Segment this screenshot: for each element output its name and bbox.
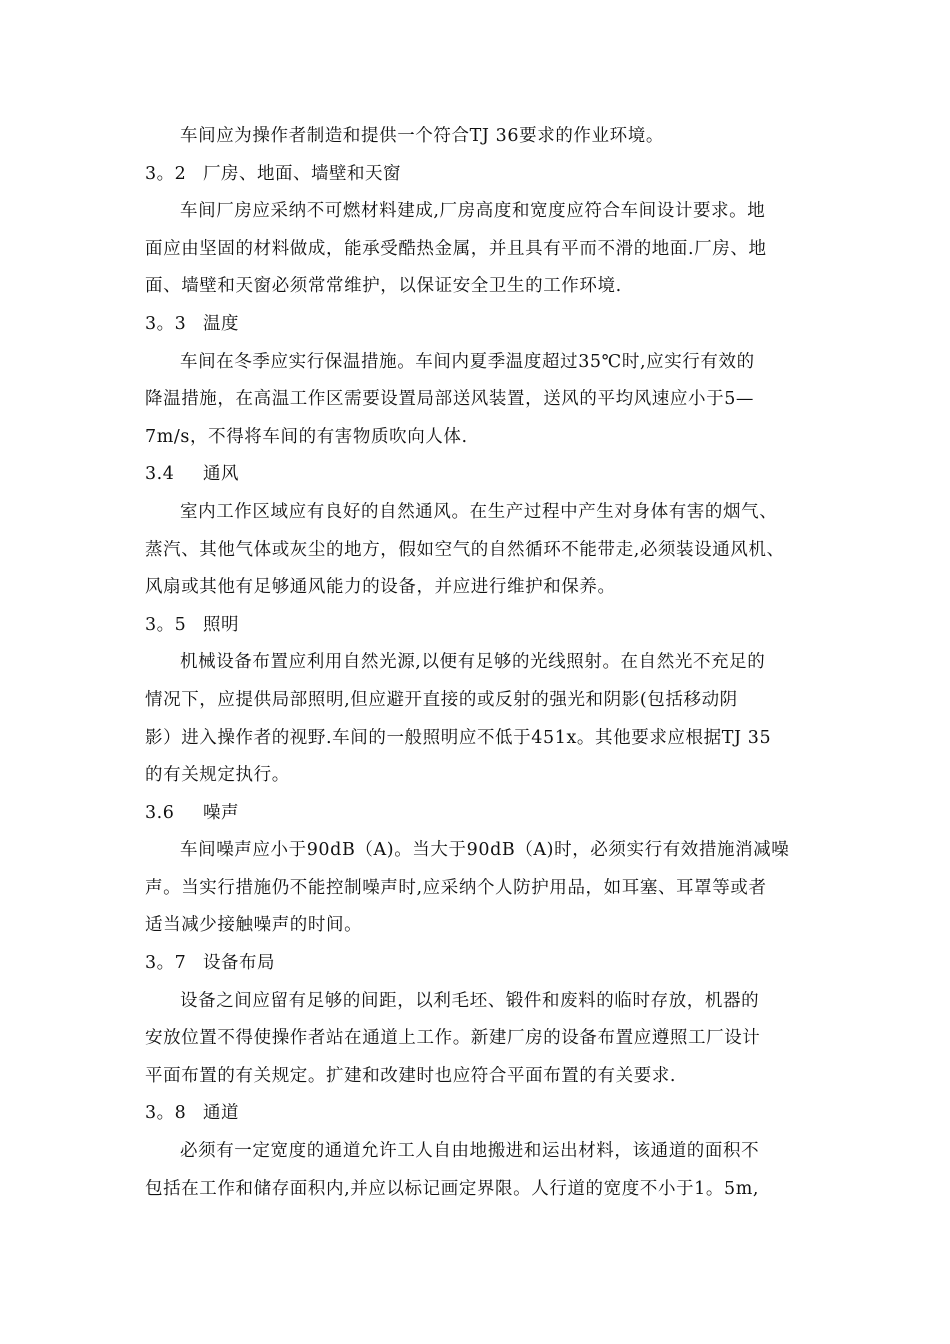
- section-number: 3。3: [145, 313, 187, 334]
- section-heading: [145, 795, 815, 833]
- paragraph-line: 机械设备布置应利用自然光源,以便有足够的光线照射。在自然光不充足的: [180, 652, 766, 673]
- paragraph-line: 的有关规定执行。: [145, 765, 290, 786]
- section-title: 通道: [203, 1103, 239, 1124]
- document-body: [145, 118, 815, 1208]
- section-title: 厂房、地面、墙壁和天窗: [203, 163, 401, 184]
- paragraph-line: 适当减少接触噪声的时间。: [145, 915, 363, 936]
- paragraph-line: 车间厂房应采纳不可燃材料建成,厂房高度和宽度应符合车间设计要求。地: [180, 201, 766, 222]
- paragraph-line: 车间在冬季应实行保温措施。车间内夏季温度超过35℃时,应实行有效的: [180, 351, 755, 372]
- section-heading: [145, 456, 815, 494]
- paragraph-line: 设备之间应留有足够的间距，以利毛坯、锻件和废料的临时存放，机器的: [180, 990, 760, 1011]
- section-number: 3。7: [145, 953, 187, 974]
- paragraph-line: 降温措施，在高温工作区需要设置局部送风装置，送风的平均风速应小于5—: [145, 389, 755, 410]
- paragraph-line: 车间噪声应小于90dB（A)。当大于90dB（A)时，必须实行有效措施消减噪: [180, 840, 790, 861]
- paragraph-line: 面应由坚固的材料做成，能承受酷热金属，并且具有平而不滑的地面.厂房、地: [145, 238, 767, 259]
- paragraph-line: 影）进入操作者的视野.车间的一般照明应不低于451x。其他要求应根据TJ 35: [145, 727, 772, 748]
- paragraph-line: 平面布置的有关规定。扩建和改建时也应符合平面布置的有关要求.: [145, 1065, 677, 1086]
- section-number: 3。5: [145, 614, 187, 635]
- section-heading: [145, 156, 815, 194]
- section-heading: [145, 607, 815, 645]
- section-heading: [145, 945, 815, 983]
- paragraph-line: 7m/s，不得将车间的有害物质吹向人体.: [145, 426, 468, 447]
- paragraph-line: 蒸汽、其他气体或灰尘的地方，假如空气的自然循环不能带走,必须装设通风机、: [145, 539, 785, 560]
- section-title: 通风: [203, 464, 239, 485]
- paragraph-line: 面、墙壁和天窗必须常常维护，以保证安全卫生的工作环境.: [145, 276, 622, 297]
- intro-line: 车间应为操作者制造和提供一个符合TJ 36要求的作业环境。: [180, 126, 664, 146]
- paragraph-line: 安放位置不得使操作者站在通道上工作。新建厂房的设备布置应遵照工厂设计: [145, 1028, 761, 1049]
- paragraph-line: 情况下，应提供局部照明,但应避开直接的或反射的强光和阴影(包括移动阴: [145, 689, 738, 710]
- section-title: 设备布局: [203, 953, 275, 974]
- section-heading: [145, 306, 815, 344]
- paragraph-line: 室内工作区域应有良好的自然通风。在生产过程中产生对身体有害的烟气、: [180, 501, 778, 522]
- section-title: 温度: [203, 313, 239, 334]
- paragraph-line: 必须有一定宽度的通道允许工人自由地搬进和运出材料，该通道的面积不: [180, 1141, 760, 1162]
- section-number: 3.4: [145, 464, 175, 485]
- section-title: 噪声: [203, 802, 239, 823]
- section-number: 3.6: [145, 802, 175, 823]
- paragraph-line: 风扇或其他有足够通风能力的设备，并应进行维护和保养。: [145, 577, 616, 598]
- paragraph-line: 声。当实行措施仍不能控制噪声时,应采纳个人防护用品，如耳塞、耳罩等或者: [145, 877, 767, 898]
- section-title: 照明: [203, 614, 239, 635]
- paragraph-line: 包括在工作和储存面积内,并应以标记画定界限。人行道的宽度不小于1。5m,: [145, 1178, 760, 1199]
- section-number: 3。2: [145, 163, 187, 184]
- section-number: 3。8: [145, 1103, 187, 1124]
- section-heading: [145, 1095, 815, 1133]
